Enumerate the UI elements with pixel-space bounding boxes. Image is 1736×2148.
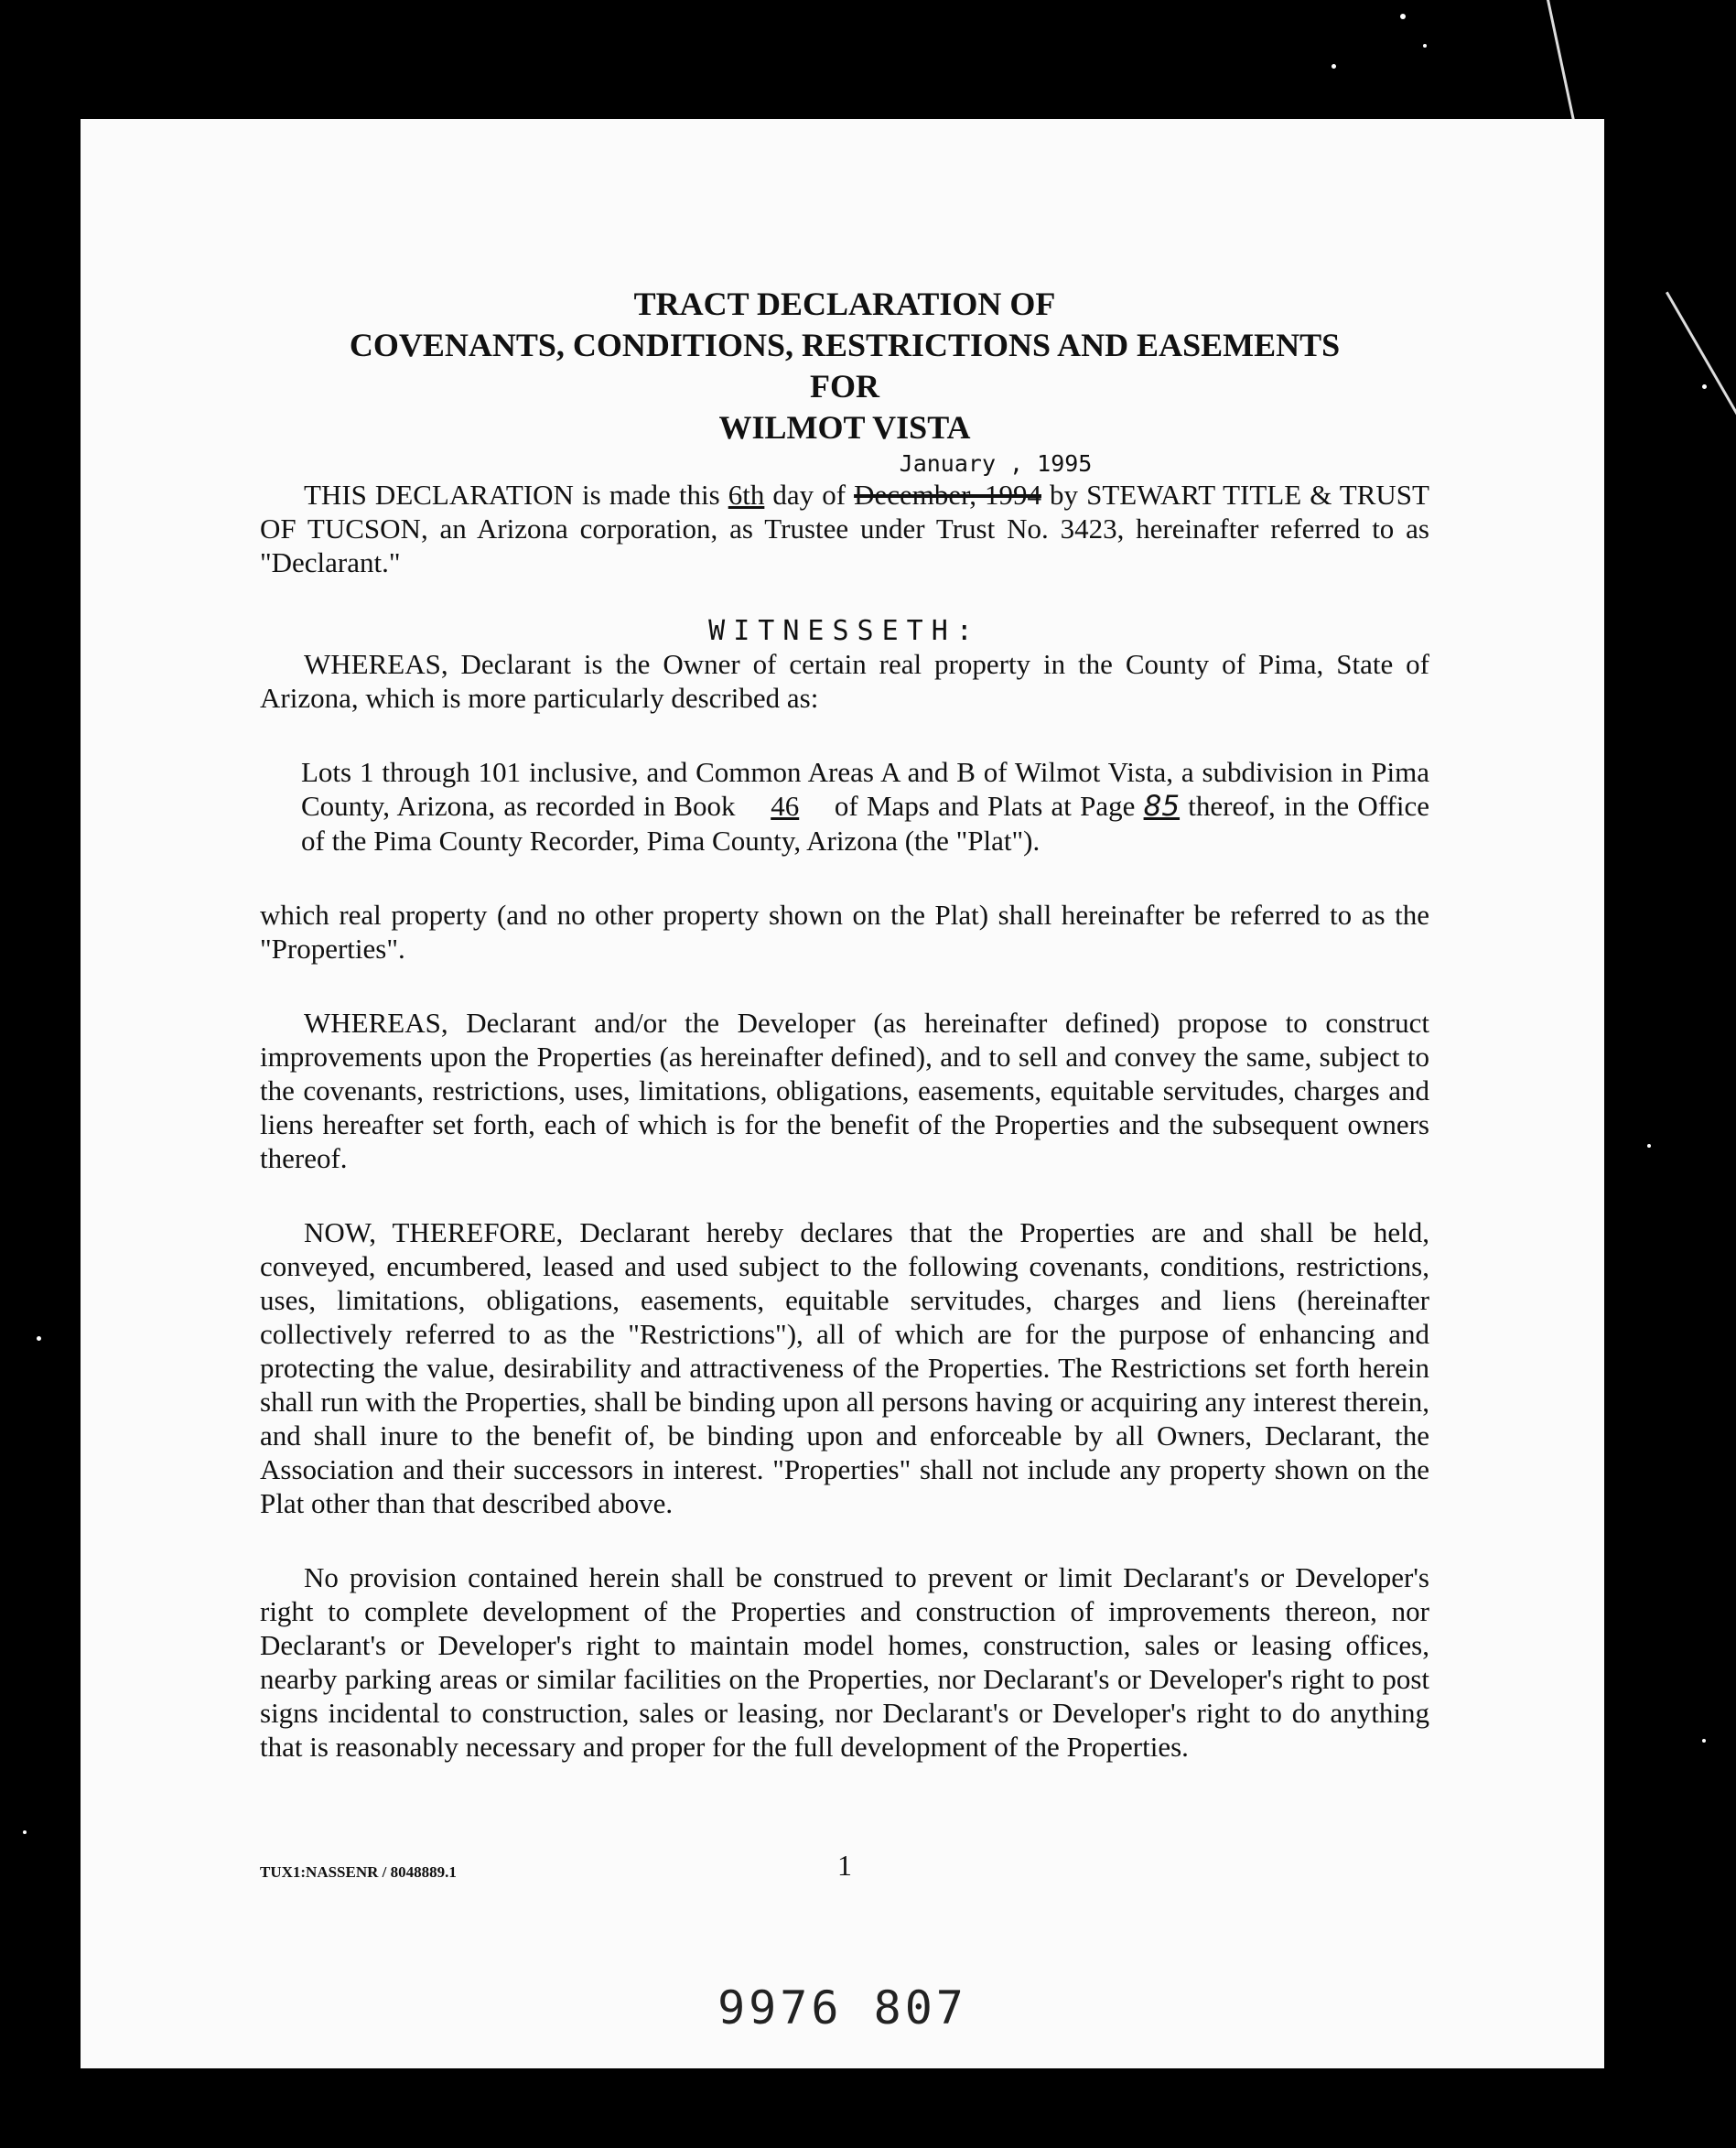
whereas-paragraph-1: WHEREAS, Declarant is the Owner of certain real property in the County of Pima, State of Arizona, which is more particularly described as: — [260, 648, 1429, 714]
scan-speck — [1702, 1739, 1706, 1743]
scan-speck — [1423, 44, 1427, 48]
book-number: 46 — [771, 790, 800, 822]
title-line-4: WILMOT VISTA — [718, 409, 971, 446]
scan-scratch — [1547, 0, 1576, 125]
scan-scratch — [1666, 292, 1736, 500]
title-line-1: TRACT DECLARATION OF — [633, 286, 1056, 322]
which-real-property-paragraph: which real property (and no other property shown on the Plat) shall hereinafter be referred to as the "Properties". — [260, 899, 1429, 965]
intro-text-3: by STEWART TITLE & TRUST OF TUCSON, an Arizona corporation, as Trustee under Trust No. 3423, hereinafter referred to as "Declarant." — [260, 479, 1429, 578]
page-footer — [260, 1849, 1429, 1885]
legal-text-1: Lots 1 through 101 inclusive, and Common Areas A and B of Wilmot Vista, a subdivision in Pima County, Arizona, as recorded in Book — [301, 756, 1429, 822]
legal-text-3: thereof, in the Office of the Pima County Recorder, Pima County, Arizona (the "Plat"). — [301, 790, 1430, 857]
no-provision-paragraph: No provision contained herein shall be construed to prevent or limit Declarant's or Developer's right to complete development of the Properties and construction of improvements thereon, nor Declarant's or Developer's right to maintain model homes, construction, sales or leasing offices, nearby parking areas or similar facilities on the Properties, nor Declarant's or Developer's right to post signs incidental to construction, sales or leasing, nor Declarant's or Developer's right to do anything that is reasonably necessary and proper for the full development of the Properties. — [260, 1561, 1429, 1763]
struck-date: December, 1994 — [854, 479, 1041, 511]
recording-stamp: 9976 807 — [717, 1981, 967, 2035]
scan-speck — [37, 1336, 41, 1341]
handwritten-page-number: 85 — [1143, 790, 1181, 823]
document-code: TUX1:NASSENR / 8048889.1 — [260, 1863, 457, 1881]
scan-speck — [1702, 384, 1707, 389]
scan-speck — [1647, 1144, 1651, 1148]
document-body — [260, 284, 1429, 1764]
page-number: 1 — [837, 1849, 852, 1882]
title-line-3: FOR — [810, 368, 879, 405]
intro-text-1: THIS DECLARATION is made this — [304, 479, 728, 511]
legal-description — [260, 755, 1429, 858]
typed-date-insert: January , 1995 — [899, 450, 1093, 477]
document-page — [81, 119, 1604, 2068]
intro-paragraph — [260, 478, 1429, 579]
whereas-paragraph-2: WHEREAS, Declarant and/or the Developer (as hereinafter defined) propose to construct improvements upon the Properties (as hereinafter defined), and to sell and convey the same, subject to the covenants, restrictions, uses, limitations, obligations, easements, equitable servitudes, charges and liens hereafter set forth, each of which is for the benefit of the Properties and the subsequent owners thereof. — [260, 1007, 1429, 1174]
legal-text-2: of Maps and Plats at Page — [825, 790, 1144, 822]
now-therefore-paragraph: NOW, THEREFORE, Declarant hereby declares that the Properties are and shall be held, conveyed, encumbered, leased and used subject to the following covenants, conditions, restrictions, uses, limitations, obligations, easements, equitable servitudes, charges and liens (hereinafter collectively referred to as the "Restrictions"), all of which are for the purpose of enhancing and protecting the value, desirability and attractiveness of the Properties. The Restrictions set forth herein shall run with the Properties, shall be binding upon all persons having or acquiring any interest therein, and shall inure to the benefit of, be binding upon and enforceable by all Owners, Declarant, the Association and their successors in interest. "Properties" shall not include any property shown on the Plat other than that described above. — [260, 1216, 1429, 1519]
intro-day: 6th — [728, 479, 765, 511]
intro-text-2: day of — [764, 479, 855, 511]
scan-speck — [23, 1830, 27, 1834]
title-line-2: COVENANTS, CONDITIONS, RESTRICTIONS AND EASEMENTS — [349, 327, 1341, 363]
scan-speck — [1332, 64, 1336, 69]
scan-speck — [1400, 14, 1406, 19]
witnesseth-heading: WITNESSETH: — [708, 615, 981, 647]
